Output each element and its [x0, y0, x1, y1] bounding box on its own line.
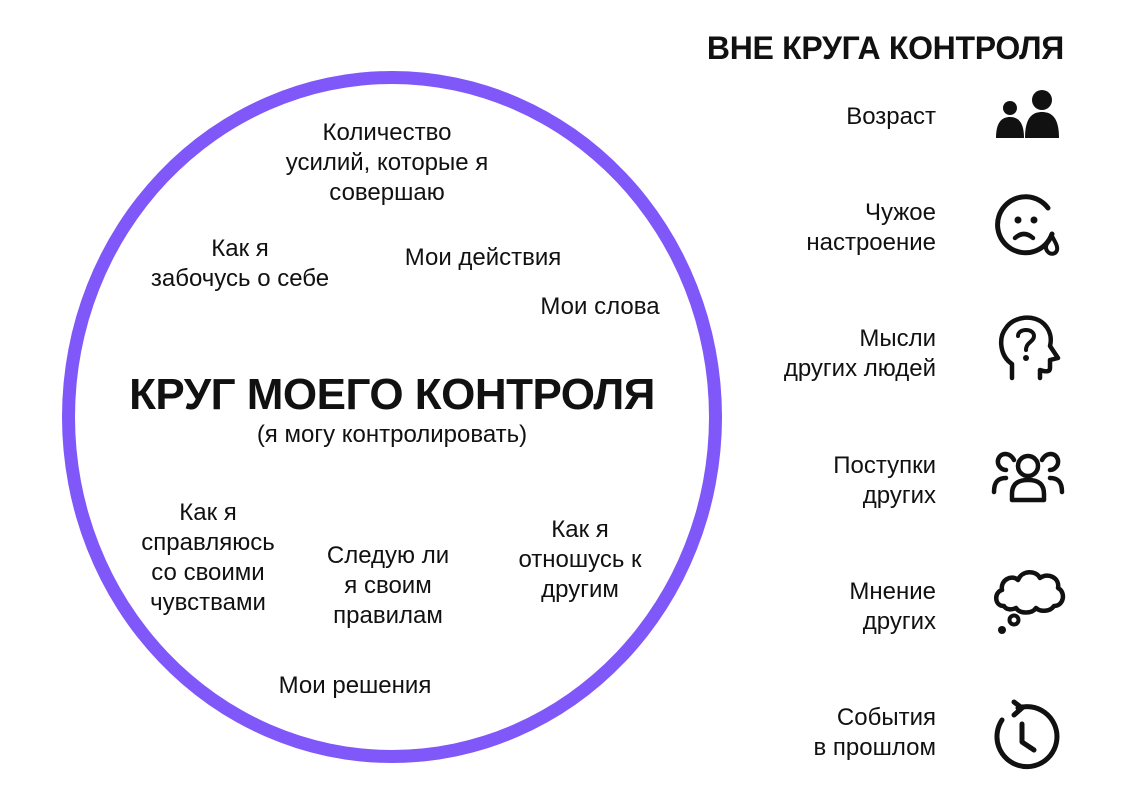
group-icon [990, 438, 1066, 514]
sad-face-icon [990, 188, 1066, 264]
outside-item-opinion: Мнение других [849, 578, 936, 635]
outside-item-age: Возраст [846, 103, 936, 130]
outside-title: ВНЕ КРУГА КОНТРОЛЯ [706, 30, 1064, 66]
item-others: Как я отношусь к другим [518, 516, 642, 603]
item-actions: Мои действия [404, 244, 562, 271]
outside-item-past: События в прошлом [813, 704, 936, 761]
outside-item-deeds: Поступки других [833, 452, 936, 509]
circle-title: КРУГ МОЕГО КОНТРОЛЯ [129, 370, 655, 419]
circle-subtitle: (я могу контролировать) [256, 421, 528, 448]
item-effort: Количество усилий, которые я совершаю [285, 119, 489, 206]
item-words: Мои слова [540, 293, 660, 320]
outside-item-mood: Чужое настроение [806, 199, 936, 256]
item-feelings: Как я справляюсь со своими чувствами [141, 499, 275, 616]
item-decisions: Мои решения [278, 672, 432, 699]
outside-item-thoughts: Мысли других людей [783, 325, 936, 382]
item-self-care: Как я забочусь о себе [150, 235, 330, 292]
head-question-icon [990, 308, 1066, 384]
clock-history-icon [990, 698, 1066, 774]
item-rules: Следую ли я своим правилам [326, 542, 450, 629]
people-icon [990, 80, 1066, 156]
thought-cloud-icon [990, 562, 1066, 638]
